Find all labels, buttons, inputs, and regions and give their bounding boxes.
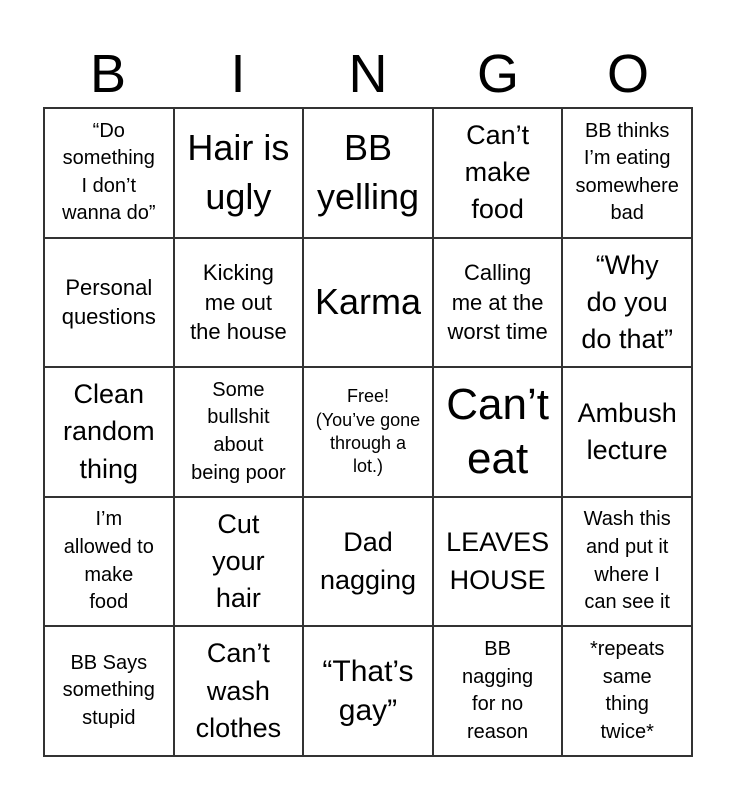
bingo-cell[interactable] [174,497,304,627]
bingo-header [43,42,693,106]
bingo-cell[interactable] [433,626,563,756]
cell-text: Wash this and put it where I can see it [583,508,671,614]
bingo-cell[interactable] [562,108,692,238]
cell-text: Can’t wash clothes [195,638,282,743]
cell-text: Can’t make food [464,119,531,225]
bingo-cell[interactable] [174,238,304,368]
cell-text: Clean random thing [63,379,155,484]
cell-text: BB yelling [316,127,420,217]
header-letter-g: G [476,44,519,104]
bingo-cell[interactable] [303,238,433,368]
cell-text: BB Says something stupid [62,651,155,729]
bingo-cell[interactable] [44,367,174,497]
cell-text: Can’t eat [446,380,549,483]
cell-text: Karma [314,281,421,323]
bingo-cell[interactable] [44,238,174,368]
bingo-cell[interactable] [303,108,433,238]
bingo-cell[interactable] [174,108,304,238]
bingo-cell[interactable] [44,626,174,756]
bingo-cell[interactable] [174,367,304,497]
cell-text: “That’s gay” [322,655,414,728]
bingo-cell[interactable] [433,108,563,238]
header-letter-i: I [230,44,246,104]
cell-text: I’m allowed to make food [63,508,154,614]
cell-text: “Do something I don’t wanna do” [62,119,156,225]
cell-text: Cut your hair [212,508,265,614]
bingo-cell[interactable] [44,497,174,627]
cell-text: BB thinks I’m eating somewhere bad [575,119,679,225]
cell-text: Dad nagging [319,527,417,595]
cell-text: LEAVES HOUSE [446,527,550,595]
bingo-cell[interactable] [174,626,304,756]
bingo-cell-free[interactable] [303,367,433,497]
bingo-board [43,107,693,757]
bingo-cell[interactable] [433,367,563,497]
header-letter-b: B [89,44,127,104]
bingo-cell[interactable] [562,367,692,497]
bingo-cell[interactable] [44,108,174,238]
bingo-cell[interactable] [562,238,692,368]
bingo-cell[interactable] [303,626,433,756]
bingo-cell[interactable] [433,497,563,627]
cell-text: Kicking me out the house [190,259,287,345]
cell-text: Personal questions [61,274,156,330]
header-letter-n: N [348,44,388,104]
cell-text: BB nagging for no reason [462,638,534,743]
header-letter-o: O [606,44,649,104]
bingo-cell[interactable] [433,238,563,368]
bingo-cell[interactable] [562,497,692,627]
bingo-cell[interactable] [562,626,692,756]
cell-text: Hair is ugly [187,127,290,217]
bingo-cell[interactable] [303,497,433,627]
cell-text: Calling me at the worst time [447,259,548,345]
cell-text: *repeats same thing twice* [589,638,665,743]
cell-text: “Why do you do that” [581,249,673,355]
cell-text: Some bullshit about being poor [191,378,286,484]
cell-text: Ambush lecture [577,397,677,465]
cell-text: Free! (You’ve gone through a lot.) [315,386,421,477]
